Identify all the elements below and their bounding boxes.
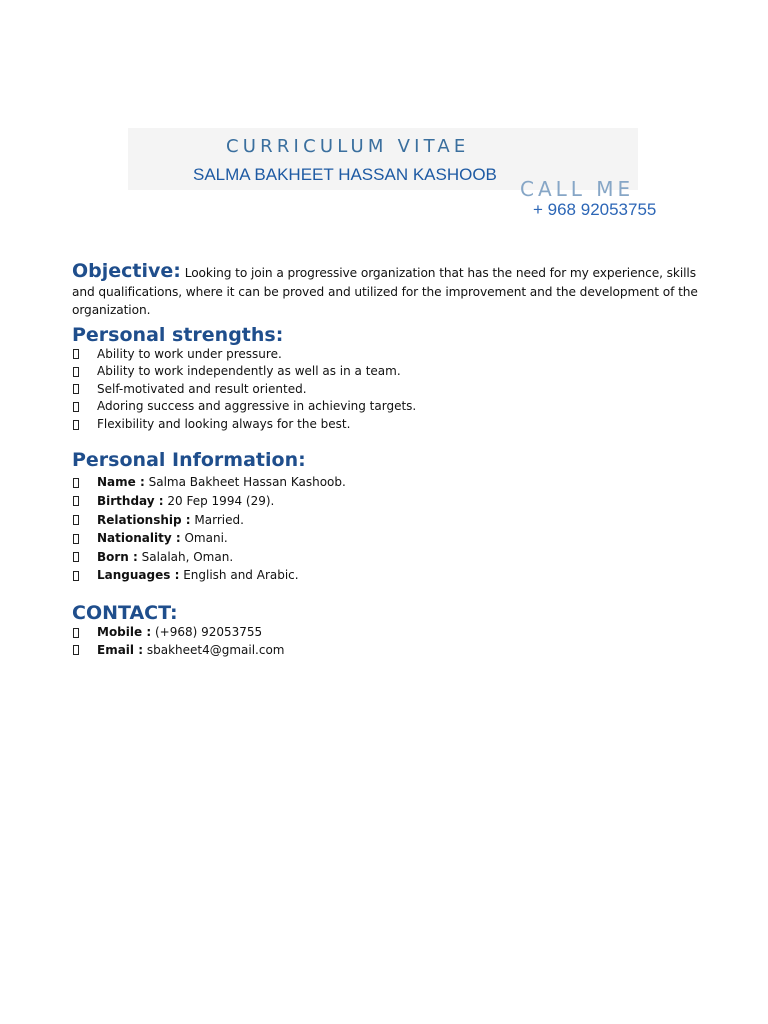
list-item bbox=[72, 473, 702, 492]
mobile-value: (+968) 92053755 bbox=[154, 625, 263, 640]
list-item bbox=[72, 416, 702, 434]
call-me-number: + 968 92053755 bbox=[533, 200, 657, 219]
contact-label: Email : bbox=[97, 642, 144, 657]
info-label: Languages : bbox=[97, 568, 180, 583]
info-value: English and Arabic. bbox=[183, 568, 299, 583]
bullet-icon bbox=[73, 420, 79, 430]
strength-text: Ability to work under pressure. bbox=[97, 346, 282, 361]
bullet-icon bbox=[73, 496, 79, 506]
bullet-icon bbox=[73, 384, 79, 394]
personal-info-list bbox=[72, 473, 702, 585]
list-item bbox=[72, 566, 702, 585]
bullet-icon bbox=[73, 645, 79, 655]
info-label: Relationship : bbox=[97, 512, 191, 527]
contact-list bbox=[72, 624, 702, 659]
contact-heading: CONTACT: bbox=[72, 602, 178, 625]
strength-text: Ability to work independently as well as in a team. bbox=[97, 364, 401, 379]
call-me-label: CALL ME bbox=[520, 177, 635, 201]
info-value: Omani. bbox=[184, 531, 228, 546]
bullet-icon bbox=[73, 534, 79, 544]
strength-text: Self-motivated and result oriented. bbox=[97, 381, 307, 396]
candidate-name: SALMA BAKHEET HASSAN KASHOOB bbox=[193, 165, 497, 184]
info-label: Birthday : bbox=[97, 494, 164, 509]
info-label: Name : bbox=[97, 475, 145, 490]
strength-text: Adoring success and aggressive in achieving targets. bbox=[97, 399, 417, 414]
list-item bbox=[72, 529, 702, 548]
bullet-icon bbox=[73, 367, 79, 377]
cv-title: CURRICULUM VITAE bbox=[226, 136, 470, 157]
objective-section bbox=[72, 262, 702, 320]
contact-label: Mobile : bbox=[97, 625, 152, 640]
strength-text: Flexibility and looking always for the best. bbox=[97, 416, 351, 431]
objective-heading: Objective: bbox=[72, 260, 181, 282]
strengths-list bbox=[72, 346, 702, 434]
bullet-icon bbox=[73, 349, 79, 359]
bullet-icon bbox=[73, 628, 79, 638]
bullet-icon bbox=[73, 552, 79, 562]
cv-body bbox=[72, 262, 702, 659]
list-item bbox=[72, 492, 702, 511]
list-item bbox=[72, 548, 702, 567]
list-item bbox=[72, 363, 702, 381]
list-item bbox=[72, 642, 702, 660]
info-label: Born : bbox=[97, 549, 138, 564]
email-value: sbakheet4@gmail.com bbox=[146, 642, 285, 657]
info-value: Married. bbox=[194, 512, 244, 527]
list-item bbox=[72, 398, 702, 416]
bullet-icon bbox=[73, 571, 79, 581]
strengths-heading: Personal strengths: bbox=[72, 323, 284, 346]
info-value: Salalah, Oman. bbox=[141, 549, 234, 564]
bullet-icon bbox=[73, 478, 79, 488]
bullet-icon bbox=[73, 515, 79, 525]
list-item bbox=[72, 346, 702, 364]
bullet-icon bbox=[73, 402, 79, 412]
info-label: Nationality : bbox=[97, 531, 181, 546]
personal-info-heading: Personal Information: bbox=[72, 449, 306, 472]
info-value: 20 Fep 1994 (29). bbox=[167, 494, 275, 509]
objective-text: Looking to join a progressive organization that has the need for my experience, skills and qualifications, where it can be proved and utilized for the improvement and the development of the organization. bbox=[72, 266, 698, 317]
info-value: Salma Bakheet Hassan Kashoob. bbox=[148, 475, 346, 490]
list-item bbox=[72, 624, 702, 642]
list-item bbox=[72, 511, 702, 530]
list-item bbox=[72, 381, 702, 399]
